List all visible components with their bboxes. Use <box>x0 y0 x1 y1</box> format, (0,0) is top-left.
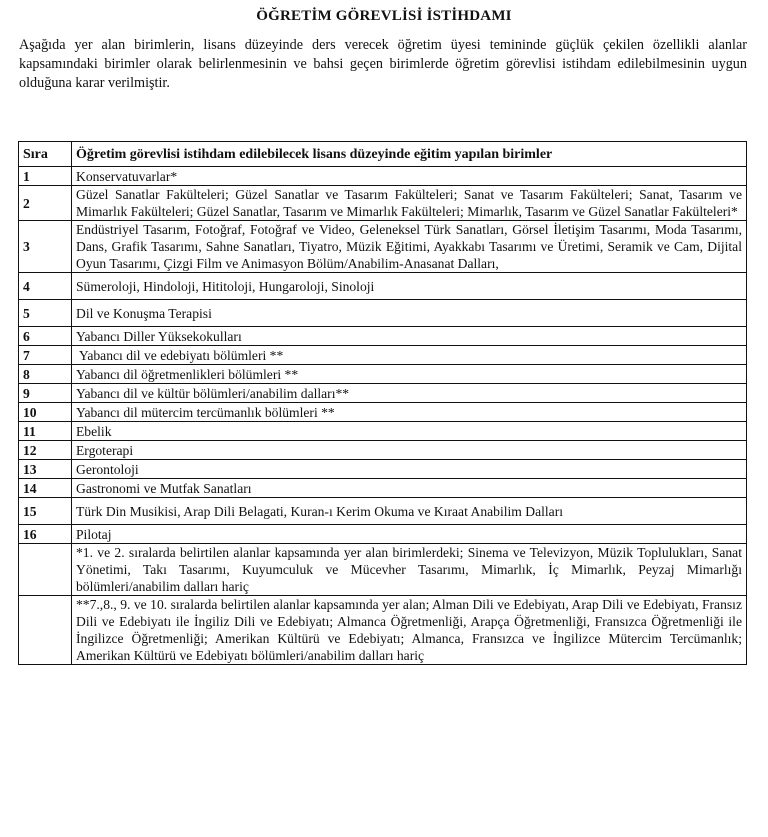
document-title: ÖĞRETİM GÖREVLİSİ İSTİHDAMI <box>256 8 512 24</box>
row-text: Gastronomi ve Mutfak Sanatları <box>72 479 747 498</box>
row-text: Dil ve Konuşma Terapisi <box>72 300 747 327</box>
footnote-number-cell <box>19 544 72 596</box>
header-units: Öğretim görevlisi istihdam edilebilecek lisans düzeyinde eğitim yapılan birimler <box>72 142 747 167</box>
table-row <box>19 221 747 273</box>
row-number: 8 <box>19 365 72 384</box>
table-row <box>19 327 747 346</box>
table-row <box>19 441 747 460</box>
row-number: 2 <box>19 186 72 221</box>
intro-paragraph: Aşağıda yer alan birimlerin, lisans düzeyinde ders verecek öğretim üyesi temininde güçlük çekilen özellikli alanlar kapsamındaki birimler olarak belirlenmesinin ve bahsi geçen birimlerde öğretim görevlisi istihdam edilebilmesinin uygun olduğuna karar verilmiştir. <box>19 37 747 91</box>
table-row <box>19 460 747 479</box>
table-row <box>19 273 747 300</box>
row-text: Ergoterapi <box>72 441 747 460</box>
header-sira: Sıra <box>19 142 72 167</box>
table-row <box>19 365 747 384</box>
row-text: Yabancı Diller Yüksekokulları <box>72 327 747 346</box>
row-number: 1 <box>19 167 72 186</box>
row-number: 11 <box>19 422 72 441</box>
row-text: Pilotaj <box>72 525 747 544</box>
row-text: Yabancı dil ve edebiyatı bölümleri ** <box>72 346 747 365</box>
table-header-row <box>19 142 747 167</box>
row-text: Türk Din Musikisi, Arap Dili Belagati, Kuran-ı Kerim Okuma ve Kıraat Anabilim Dalları <box>72 498 747 525</box>
footnote-double-star: **7.,8., 9. ve 10. sıralarda belirtilen alanlar kapsamında yer alan; Alman Dili ve Edebiyatı, Arap Dili ve Edebiyatı, Fransız Dili ve Edebiyatı ile İngiliz Dili ve Edebiyatı; Almanca Öğretmenliği, Arapça Öğretmenliği, Fransızca Öğretmenliği ile İngilizce Öğretmenliği; Amerikan Kültürü ve Edebiyatı; Almanca, Fransızca ve İngilizce Mütercim Tercümanlık; Amerikan Kültürü ve Edebiyatı bölümleri/anabilim dalları hariç <box>72 596 747 665</box>
row-number: 13 <box>19 460 72 479</box>
row-text: Sümeroloji, Hindoloji, Hititoloji, Hungaroloji, Sinoloji <box>72 273 747 300</box>
row-number: 3 <box>19 221 72 273</box>
table-row <box>19 300 747 327</box>
table-row <box>19 479 747 498</box>
footnote-row <box>19 544 747 596</box>
table-row <box>19 384 747 403</box>
row-number: 5 <box>19 300 72 327</box>
row-text: Endüstriyel Tasarım, Fotoğraf, Fotoğraf ve Video, Geleneksel Türk Sanatları, Görsel İletişim Tasarımı, Moda Tasarımı, Dans, Grafik Tasarımı, Sahne Sanatları, Tiyatro, Müzik Eğitimi, Ayakkabı Tasarımı ve Üretimi, Seramik ve Cam, Dijital Oyun Tasarımı, Çizgi Film ve Animasyon Bölüm/Anabilim-Anasanat Dalları, <box>72 221 747 273</box>
table-row <box>19 403 747 422</box>
row-number: 12 <box>19 441 72 460</box>
footnote-number-cell <box>19 596 72 665</box>
row-text: Yabancı dil öğretmenlikleri bölümleri ** <box>72 365 747 384</box>
row-text: Gerontoloji <box>72 460 747 479</box>
row-number: 16 <box>19 525 72 544</box>
row-number: 4 <box>19 273 72 300</box>
units-table <box>18 141 747 665</box>
row-number: 9 <box>19 384 72 403</box>
row-number: 6 <box>19 327 72 346</box>
table-row <box>19 346 747 365</box>
row-text: Konservatuvarlar* <box>72 167 747 186</box>
row-text: Ebelik <box>72 422 747 441</box>
table-row <box>19 186 747 221</box>
table-row <box>19 167 747 186</box>
table-row <box>19 498 747 525</box>
footnote-row <box>19 596 747 665</box>
table-row <box>19 525 747 544</box>
row-number: 10 <box>19 403 72 422</box>
footnote-single-star: *1. ve 2. sıralarda belirtilen alanlar kapsamında yer alan birimlerdeki; Sinema ve Televizyon, Müzik Toplulukları, Sanat Yönetimi, Takı Tasarımı, Kuyumculuk ve Mücevher Tasarımı, Mimarlık, İç Mimarlık, Peyzaj Mimarlığı bölümleri/anabilim dalları hariç <box>72 544 747 596</box>
row-number: 15 <box>19 498 72 525</box>
table-row <box>19 422 747 441</box>
row-number: 14 <box>19 479 72 498</box>
row-text: Yabancı dil mütercim tercümanlık bölümleri ** <box>72 403 747 422</box>
row-text: Güzel Sanatlar Fakülteleri; Güzel Sanatlar ve Tasarım Fakülteleri; Sanat ve Tasarım Fakülteleri; Sanat, Tasarım ve Mimarlık Fakülteleri; Güzel Sanatlar, Tasarım ve Mimarlık Fakülteleri; Mimarlık, Tasarım ve Güzel Sanatlar Fakülteleri* <box>72 186 747 221</box>
row-number: 7 <box>19 346 72 365</box>
row-text: Yabancı dil ve kültür bölümleri/anabilim dalları** <box>72 384 747 403</box>
